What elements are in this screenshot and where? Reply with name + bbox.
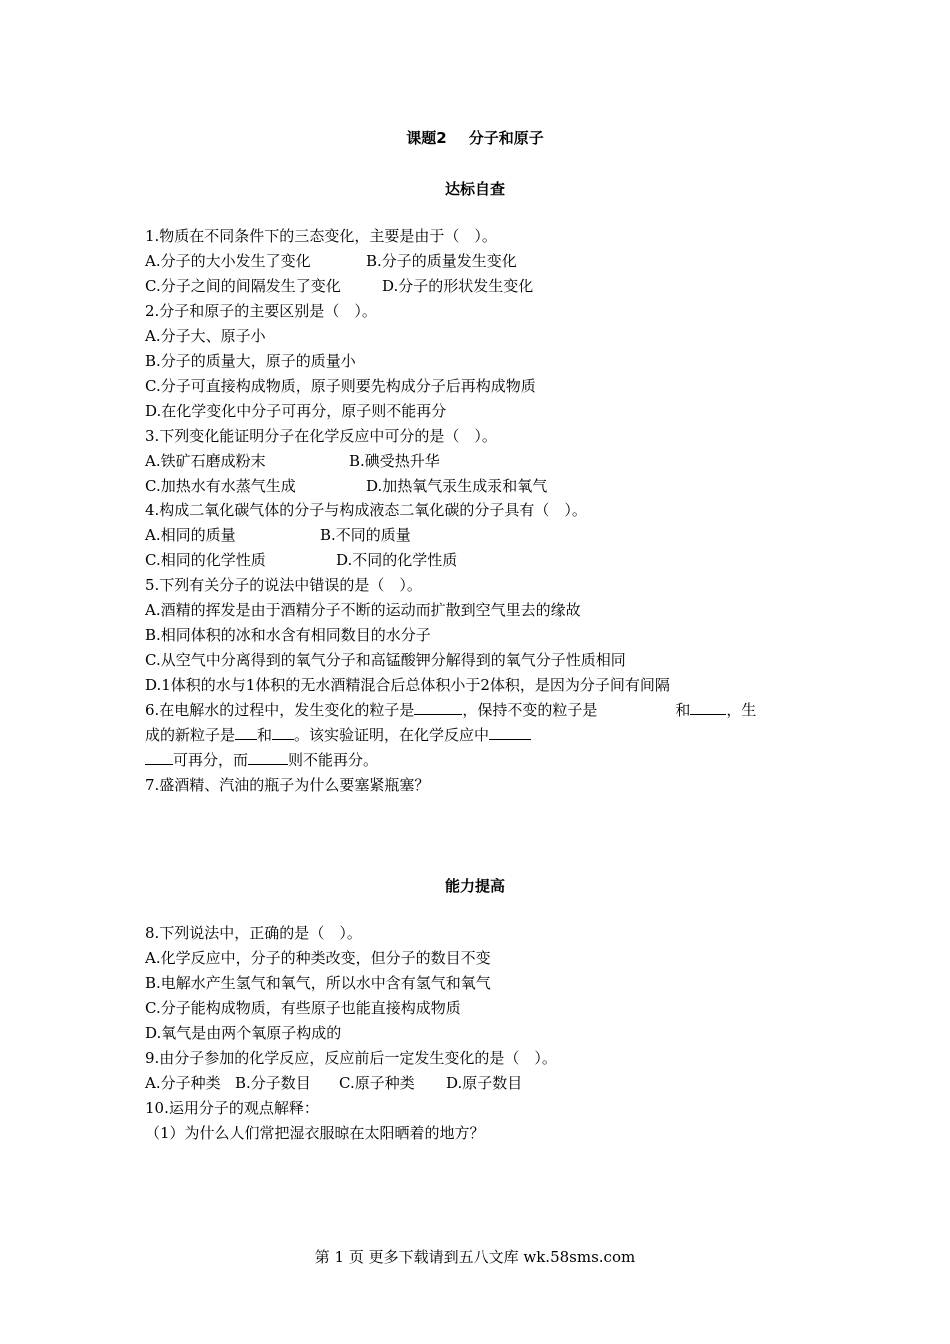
question-8-option-b: B.电解水产生氢气和氧气，所以水中含有氢气和氧气 [145,974,491,992]
section-heading-improvement: 能力提高 [444,877,505,895]
question-3-option-d: D.加热氧气汞生成汞和氧气 [366,477,548,495]
question-2-option-a: A.分子大、原子小 [145,327,266,345]
question-9-stem: 9.由分子参加的化学反应，反应前后一定发生变化的是（ ）。 [145,1049,557,1067]
section-heading-self-check: 达标自查 [444,180,505,198]
question-9-options [145,1073,522,1093]
question-8-option-a: A.化学反应中，分子的种类改变，但分子的数目不变 [145,949,491,967]
question-9-option-c: C.原子种类 [339,1074,415,1092]
question-2-option-b: B.分子的质量大，原子的质量小 [145,352,356,370]
question-4-stem: 4.构成二氧化碳气体的分子与构成液态二氧化碳的分子具有（ ）。 [145,501,587,519]
answer-blank [145,750,173,765]
page-footer: 第 1 页 更多下载请到五八文库 wk.58sms.com [314,1248,636,1266]
question-8-option-d: D.氧气是由两个氧原子构成的 [145,1024,342,1042]
question-8-stem: 8.下列说法中，正确的是（ ）。 [145,924,362,942]
question-3-option-c: C.加热水有水蒸气生成 [145,477,296,495]
question-5-option-b: B.相同体积的冰和水含有相同数目的水分子 [145,626,431,644]
question-1-options-row1 [145,251,517,271]
title-lesson-name: 分子和原子 [468,129,544,147]
question-4-options-row2 [145,550,457,570]
question-2-stem: 2.分子和原子的主要区别是（ ）。 [145,302,377,320]
title-lesson-number: 课题2 [406,129,447,147]
question-10-stem: 10.运用分子的观点解释： [145,1099,319,1117]
question-1-option-b: B.分子的质量发生变化 [366,252,517,270]
question-6-text-5: 成的新粒子是 [145,726,236,744]
question-7-stem: 7.盛酒精、汽油的瓶子为什么要塞紧瓶塞？ [145,776,430,794]
question-5-option-d: D.1体积的水与1体积的无水酒精混合后总体积小于2体积，是因为分子间有间隔 [145,676,670,694]
question-4-option-b: B.不同的质量 [320,526,411,544]
question-6-text-3: 和 [675,701,691,719]
question-6-text-7: 。该实验证明，在化学反应中 [294,726,490,744]
page-title [0,127,950,148]
question-6-text-6: 和 [257,726,273,744]
question-1-stem: 1.物质在不同条件下的三态变化，主要是由于（ ）。 [145,227,497,245]
question-3-stem: 3.下列变化能证明分子在化学反应中可分的是（ ）。 [145,427,497,445]
question-6-text-4: ，生 [726,701,757,719]
question-3-option-b: B.碘受热升华 [349,452,440,470]
question-4-option-d: D.不同的化学性质 [336,551,458,569]
answer-blank [414,700,462,715]
question-6-text-2: ，保持不变的粒子是 [462,701,598,719]
question-10-sub-1: （1）为什么人们常把湿衣服晾在太阳晒着的地方？ [145,1124,485,1142]
question-6-line2 [145,725,531,745]
question-6-line1 [145,700,756,720]
question-4-option-a: A.相同的质量 [145,526,236,544]
question-9-option-d: D.原子数目 [446,1074,523,1092]
question-5-option-a: A.酒精的挥发是由于酒精分子不断的运动而扩散到空气里去的缘故 [145,601,581,619]
question-6-text-1: 6.在电解水的过程中，发生变化的粒子是 [145,701,415,719]
question-5-option-c: C.从空气中分离得到的氧气分子和高锰酸钾分解得到的氧气分子性质相同 [145,651,626,669]
question-1-option-a: A.分子的大小发生了变化 [145,252,311,270]
question-4-options-row1 [145,525,411,545]
question-1-option-c: C.分子之间的间隔发生了变化 [145,277,341,295]
answer-blank [690,700,726,715]
question-2-option-d: D.在化学变化中分子可再分，原子则不能再分 [145,402,447,420]
answer-blank [272,725,294,740]
answer-blank [235,725,257,740]
question-6-text-8: 可再分，而 [173,751,249,769]
question-9-option-b: B.分子数目 [235,1074,311,1092]
question-6-line3 [145,750,378,770]
question-3-option-a: A.铁矿石磨成粉末 [145,452,266,470]
answer-blank [489,725,531,740]
question-3-options-row1 [145,451,440,471]
question-6-text-9: 则不能再分。 [288,751,379,769]
question-9-option-a: A.分子种类 [145,1074,221,1092]
question-4-option-c: C.相同的化学性质 [145,551,266,569]
question-3-options-row2 [145,476,547,496]
question-5-stem: 5.下列有关分子的说法中错误的是（ ）。 [145,576,422,594]
question-8-option-c: C.分子能构成物质，有些原子也能直接构成物质 [145,999,461,1017]
question-1-option-d: D.分子的形状发生变化 [382,277,534,295]
question-1-options-row2 [145,276,533,296]
question-2-option-c: C.分子可直接构成物质，原子则要先构成分子后再构成物质 [145,377,536,395]
answer-blank [248,750,288,765]
